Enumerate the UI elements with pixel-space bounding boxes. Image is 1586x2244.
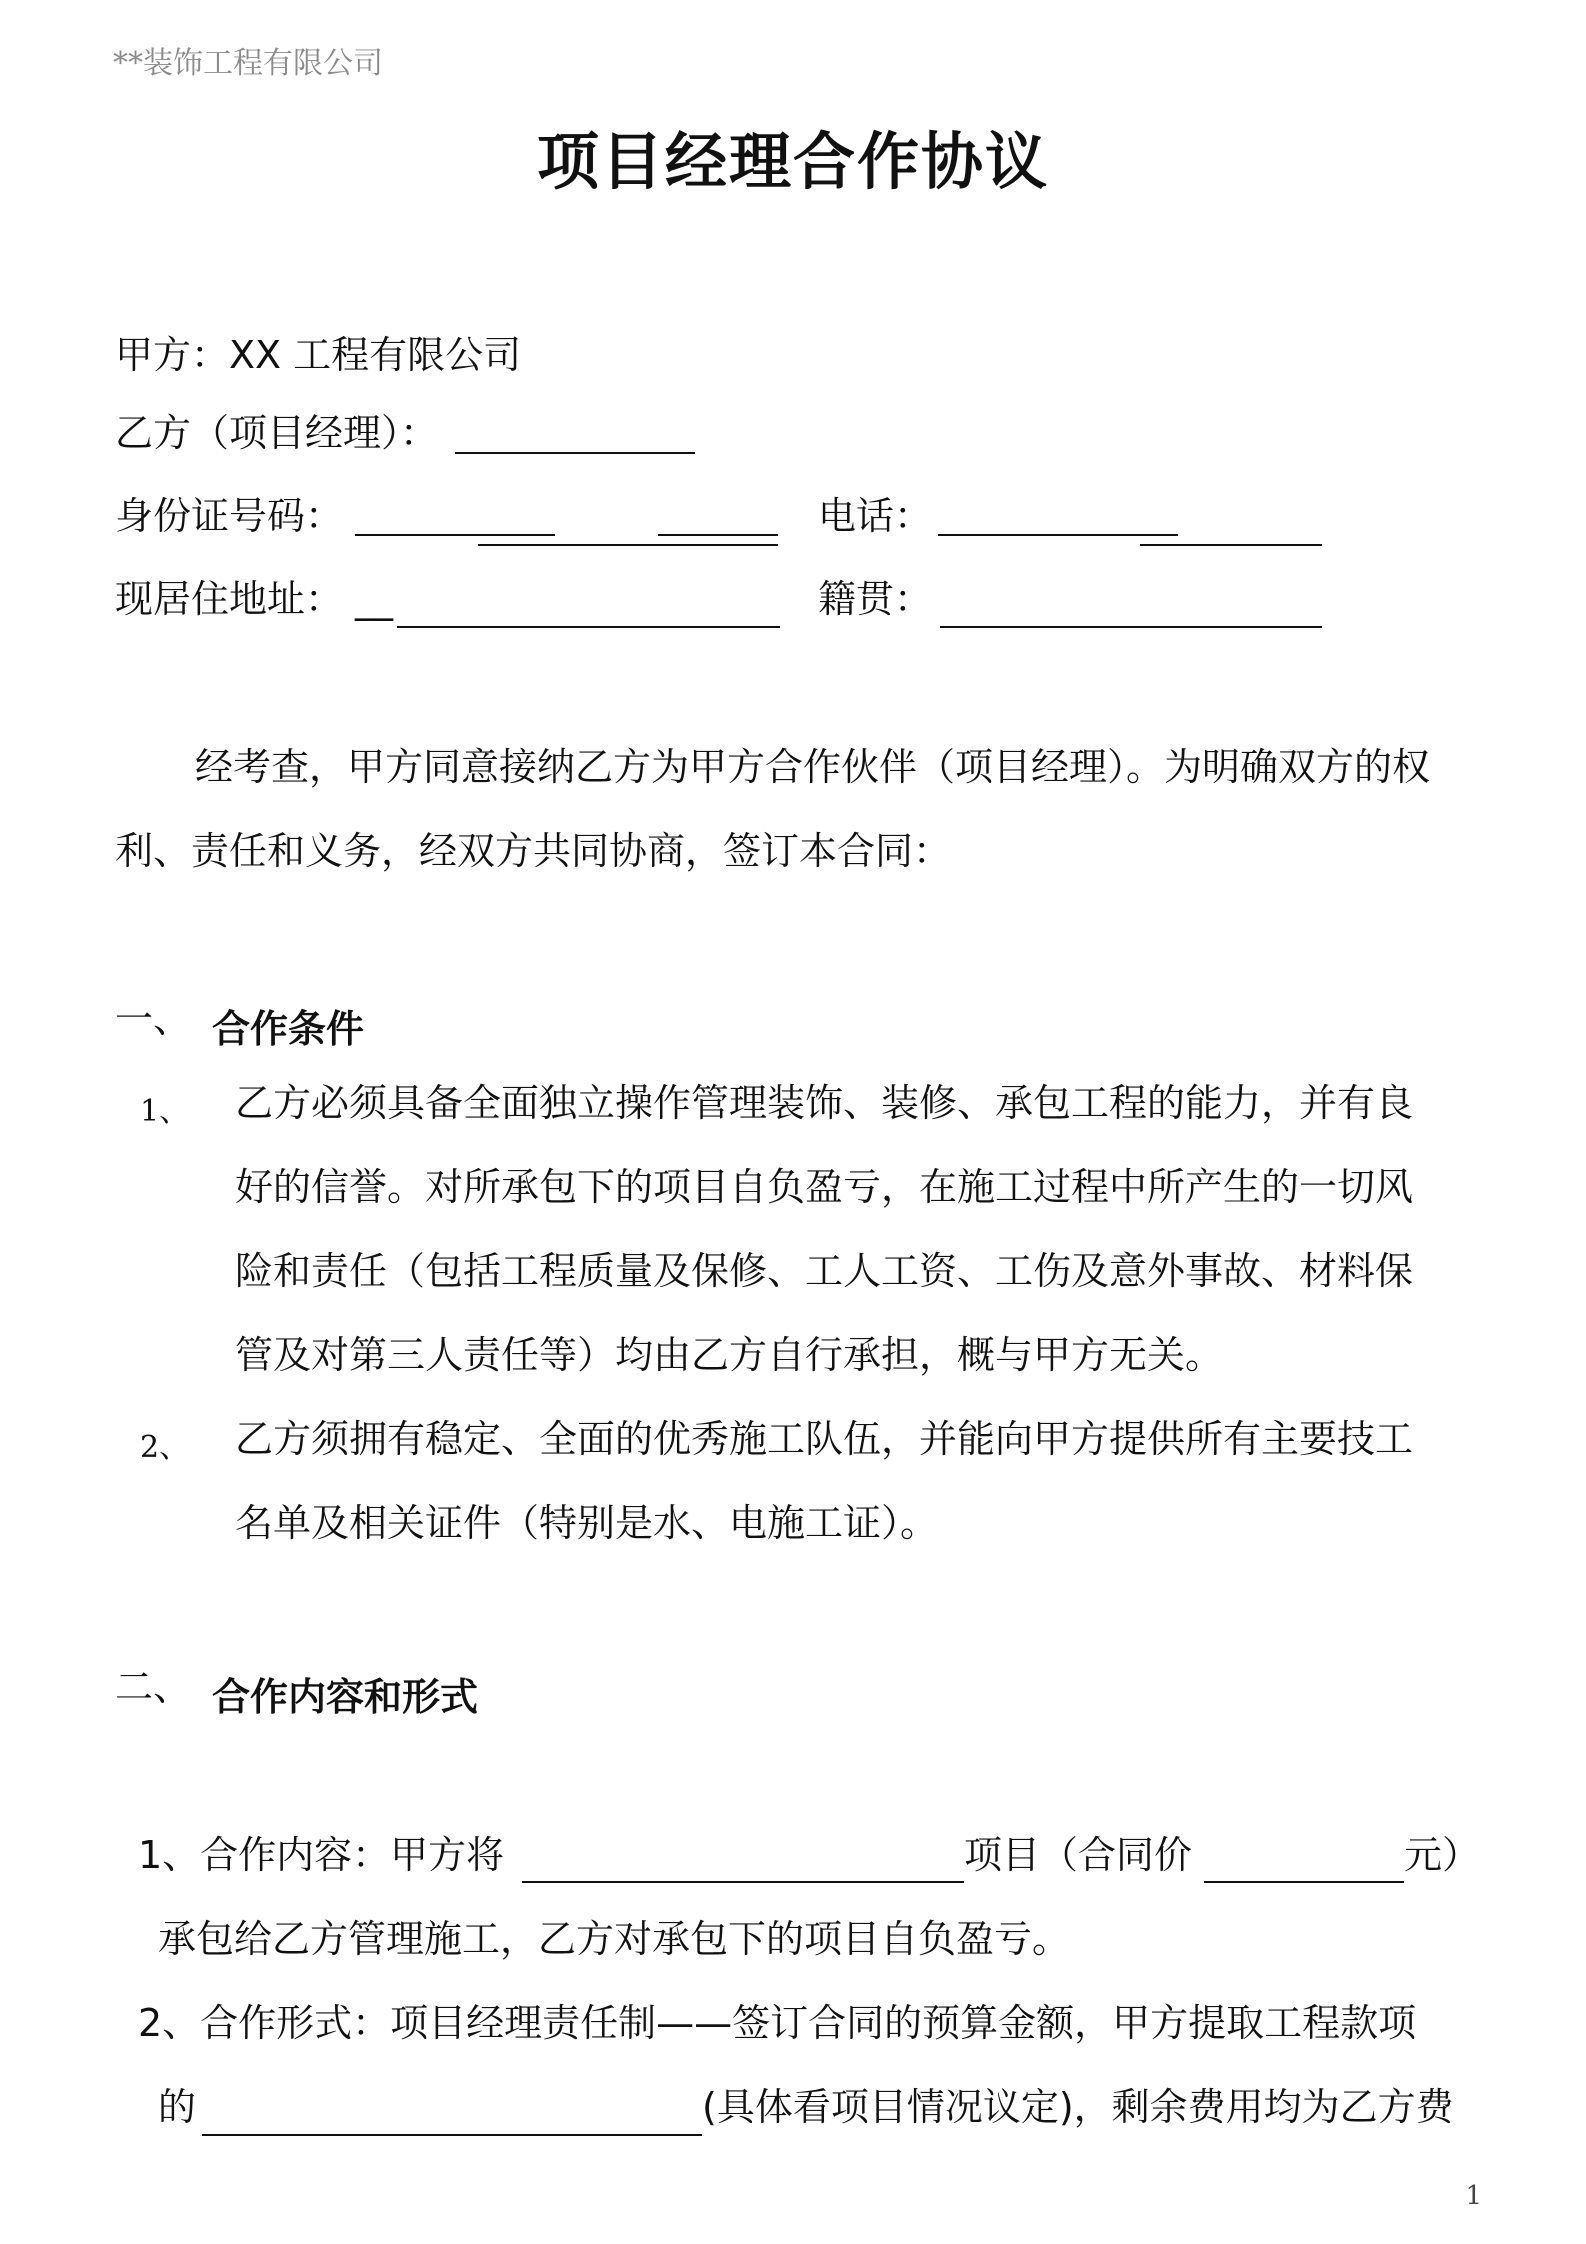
intro-line-2: 利、责任和义务，经双方共同协商，签订本合同：: [115, 829, 952, 873]
item-2-line: 名单及相关证件（特别是水、电施工证）。: [235, 1501, 939, 1545]
party-b-label: 乙方（项目经理）：: [115, 411, 439, 455]
content-label: 1、合作内容：甲方将: [138, 1833, 505, 1877]
fee-ratio-blank: [202, 2134, 702, 2136]
id-number-blank-a: [355, 534, 555, 536]
item-1-line: 管及对第三人责任等）均由乙方自行承担，概与甲方无关。: [235, 1333, 1224, 1377]
section-1-marker: 一、: [115, 997, 192, 1041]
phone-label: 电话：: [818, 494, 933, 538]
section-1-heading: 合作条件: [212, 1007, 365, 1051]
form-suffix: (具体看项目情况议定)，剩余费用均为乙方费: [702, 2085, 1454, 2129]
item-1-line: 乙方必须具备全面独立操作管理装饰、装修、承包工程的能力，并有良: [235, 1081, 1414, 1125]
section-2-heading: 合作内容和形式: [212, 1675, 479, 1719]
address-prefix: __: [355, 577, 393, 621]
item-1-number: 1、: [140, 1094, 190, 1129]
contract-price-blank: [1204, 1881, 1404, 1883]
content-mid: 项目（合同价: [964, 1833, 1193, 1877]
party-b-blank: [455, 452, 695, 454]
party-a: 甲方：XX 工程有限公司: [115, 333, 522, 377]
project-name-blank: [522, 1881, 964, 1883]
company-header: **装饰工程有限公司: [113, 46, 383, 81]
item-1-line: 险和责任（包括工程质量及保修、工人工资、工伤及意外事故、材料保: [235, 1249, 1414, 1293]
phone-blank-b: [1140, 544, 1322, 546]
origin-blank: [940, 626, 1322, 628]
id-number-blank-c: [658, 534, 778, 536]
content-end: 元）: [1404, 1833, 1481, 1877]
form-line-1: 2、合作形式：项目经理责任制——签订合同的预算金额，甲方提取工程款项: [138, 2001, 1417, 2045]
address-blank: [397, 626, 780, 628]
section-2-marker: 二、: [115, 1665, 192, 1709]
item-1-line: 好的信誉。对所承包下的项目自负盈亏，在施工过程中所产生的一切风: [235, 1165, 1414, 1209]
item-2-line: 乙方须拥有稳定、全面的优秀施工队伍，并能向甲方提供所有主要技工: [235, 1417, 1414, 1461]
origin-label: 籍贯：: [818, 577, 933, 621]
document-title: 项目经理合作协议: [536, 125, 1049, 198]
page-number: 1: [1465, 2181, 1482, 2211]
id-number-label: 身份证号码：: [115, 494, 344, 538]
content-line-2: 承包给乙方管理施工，乙方对承包下的项目自负盈亏。: [158, 1917, 1071, 1961]
form-prefix: 的: [158, 2085, 197, 2129]
intro-line-1: 经考查，甲方同意接纳乙方为甲方合作伙伴（项目经理）。为明确双方的权: [195, 745, 1431, 789]
phone-blank-a: [938, 534, 1178, 536]
item-2-number: 2、: [140, 1430, 190, 1465]
address-label: 现居住地址：: [115, 577, 344, 621]
id-number-blank-b: [478, 544, 778, 546]
